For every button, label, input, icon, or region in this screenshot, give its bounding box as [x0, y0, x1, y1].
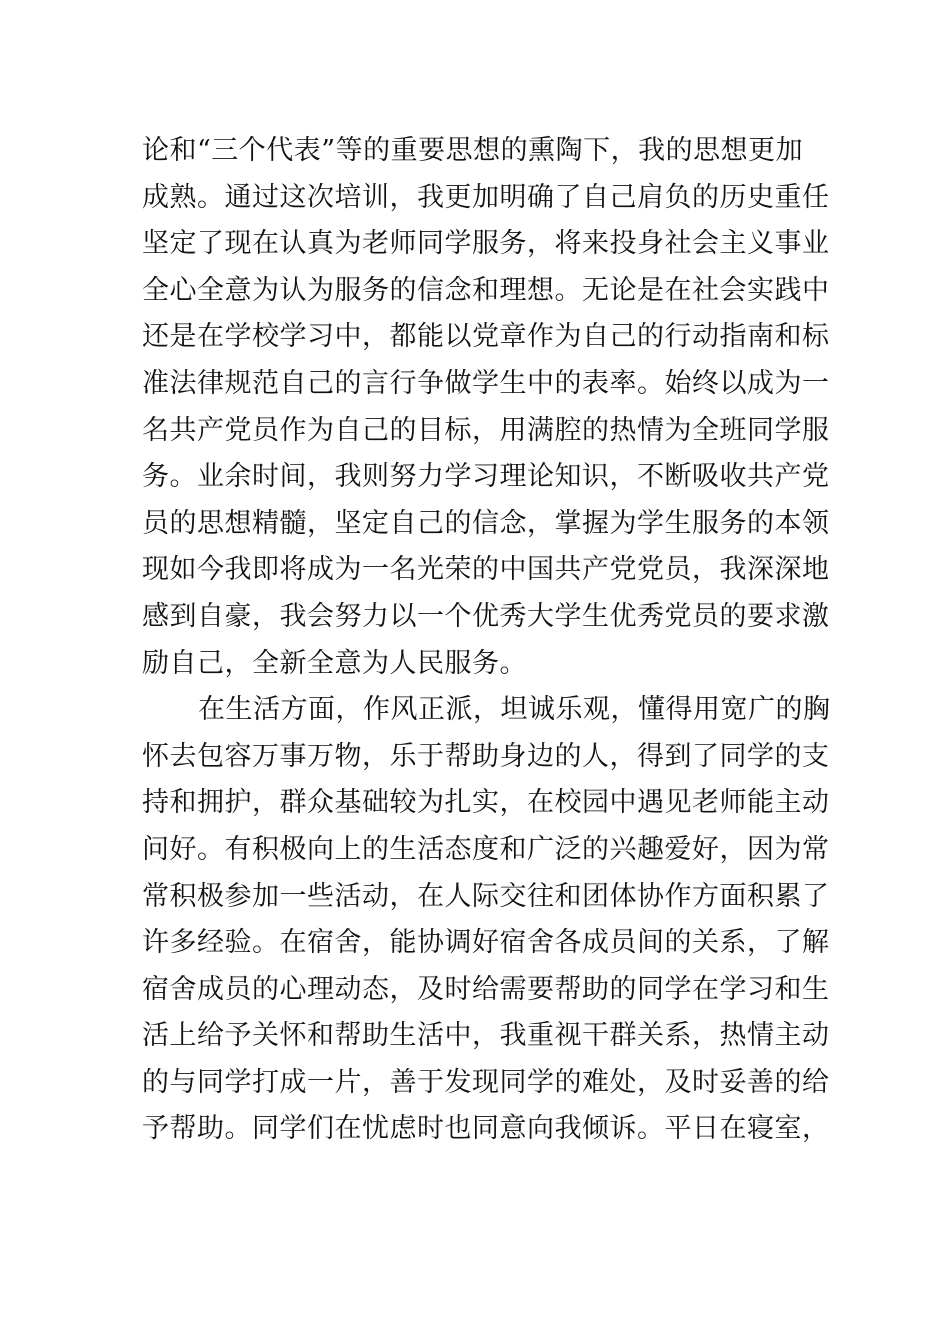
text-line: 宿舍成员的心理动态，及时给需要帮助的同学在学习和生: [142, 973, 830, 1005]
text-line: 全心全意为认为服务的信念和理想。无论是在社会实践中: [142, 274, 830, 306]
text-line: 持和拥护，群众基础较为扎实，在校园中遇见老师能主动: [142, 787, 830, 819]
paragraph-start-line: 在生活方面，作风正派，坦诚乐观，懂得用宽广的胸: [198, 694, 831, 726]
text-line: 许多经验。在宿舍，能协调好宿舍各成员间的关系，了解: [142, 927, 830, 959]
text-line: 还是在学校学习中，都能以党章作为自己的行动指南和标: [142, 321, 830, 353]
text-line: 的与同学打成一片，善于发现同学的难处，及时妥善的给: [142, 1066, 830, 1098]
text-line: 员的思想精髓，坚定自己的信念，掌握为学生服务的本领: [142, 507, 830, 539]
text-line: 励自己，全新全意为人民服务。: [142, 647, 527, 679]
text-line: 怀去包容万事万物，乐于帮助身边的人，得到了同学的支: [142, 740, 830, 772]
document-body: [142, 128, 831, 1153]
text-line: 予帮助。同学们在忧虑时也同意向我倾诉。平日在寝室，: [142, 1113, 830, 1145]
text-line: 活上给予关怀和帮助生活中，我重视干群关系，热情主动: [142, 1020, 830, 1052]
text-line: 现如今我即将成为一名光荣的中国共产党党员，我深深地: [142, 554, 830, 586]
text-line: 坚定了现在认真为老师同学服务，将来投身社会主义事业: [142, 228, 830, 260]
text-line: 成熟。通过这次培训，我更加明确了自己肩负的历史重任: [142, 181, 830, 213]
text-line: 名共产党员作为自己的目标，用满腔的热情为全班同学服: [142, 414, 830, 446]
text-line: 论和“三个代表”等的重要思想的熏陶下，我的思想更加: [142, 135, 804, 166]
text-line: 常积极参加一些活动，在人际交往和团体协作方面积累了: [142, 880, 830, 912]
text-line: 务。业余时间，我则努力学习理论知识，不断吸收共产党: [142, 461, 830, 493]
text-line: 感到自豪，我会努力以一个优秀大学生优秀党员的要求激: [142, 600, 830, 632]
text-line: 问好。有积极向上的生活态度和广泛的兴趣爱好，因为常: [142, 833, 830, 865]
text-line: 准法律规范自己的言行争做学生中的表率。始终以成为一: [142, 367, 830, 399]
